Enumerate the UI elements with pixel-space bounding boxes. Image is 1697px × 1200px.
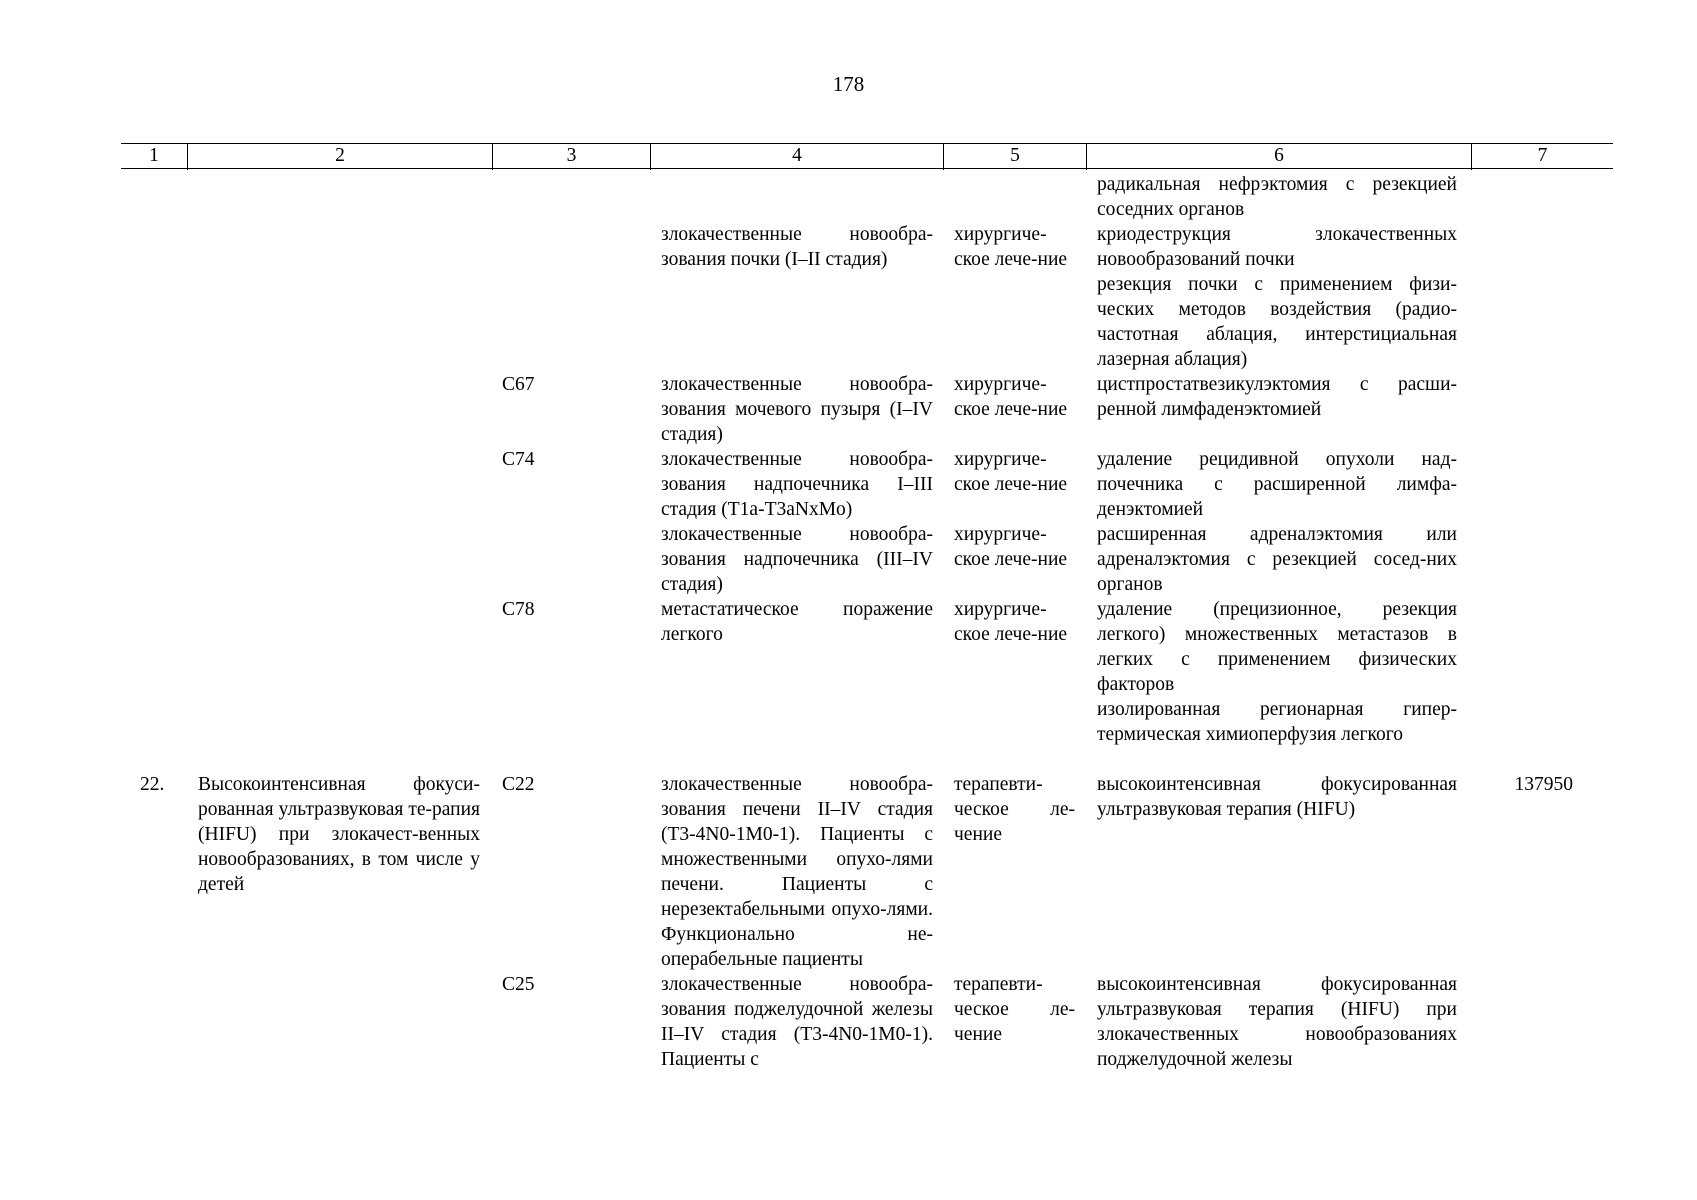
header-cell-7: 7 (1471, 144, 1613, 170)
diagnosis-text: злокачественные новообра-зования мочевого пузыря (I–IV стадия) (661, 374, 933, 445)
header-cell-3: 3 (492, 144, 650, 170)
treatment-type: терапевти-ческое ле-чение (954, 774, 1075, 845)
treatment-method: удаление рецидивной опухоли над-почечника с расширенной лимфа-денэктомией (1097, 449, 1457, 520)
icd-code: C74 (502, 449, 535, 470)
treatment-type: хирургиче-ское лече-ние (954, 599, 1068, 645)
page-number: 178 (832, 72, 865, 96)
diagnosis-text: метастатическое поражение легкого (661, 599, 933, 645)
header-cell-6: 6 (1086, 144, 1471, 170)
treatment-method: высокоинтенсивная фокусированная ультразвуковая терапия (HIFU) (1097, 774, 1457, 820)
diagnosis-text: злокачественные новообра-зования печени II–IV стадия (T3-4N0-1M0-1). Пациенты с множественными опухо-лями печени. Пациенты с нерезектабельными опухо-лями. Функционально не-операбельные пациенты (661, 774, 933, 970)
header-cell-2: 2 (187, 144, 492, 170)
treatment-method: радикальная нефрэктомия с резекцией соседних органов (1097, 174, 1457, 220)
diagnosis-text: злокачественные новообра-зования поджелудочной железы II–IV стадия (T3-4N0-1M0-1). Пациенты с (661, 974, 933, 1070)
care-type-name: Высокоинтенсивная фокуси-рованная ультразвуковая те-рапия (HIFU) при злокачест-венных новообразованиях, в том числе у детей (198, 774, 480, 895)
treatment-method: расширенная адреналэктомия или адреналэктомия с резекцией сосед-них органов (1097, 524, 1457, 595)
icd-code: C25 (502, 974, 535, 995)
treatment-method: криодеструкция злокачественных новообразований почки (1097, 224, 1457, 270)
treatment-type: хирургиче-ское лече-ние (954, 224, 1068, 270)
diagnosis-text: злокачественные новообра-зования надпочечника I–III стадия (T1a-T3aNxMo) (661, 449, 933, 520)
table-header (121, 143, 1613, 169)
diagnosis-text: злокачественные новообра-зования почки (I–II стадия) (661, 224, 933, 270)
header-cell-1: 1 (149, 145, 159, 166)
icd-code: C78 (502, 599, 535, 620)
row-number: 22. (140, 774, 165, 795)
treatment-method: резекция почки с применением физи-ческих методов воздействия (радио-частотная аблация, интерстициальная лазерная аблация) (1097, 274, 1457, 370)
treatment-method: удаление (прецизионное, резекция легкого) множественных метастазов в легких с применением физических факторов (1097, 599, 1457, 695)
treatment-method: цистпростатвезикулэктомия с расши-ренной лимфаденэктомией (1097, 374, 1457, 420)
treatment-method: высокоинтенсивная фокусированная ультразвуковая терапия (HIFU) при злокачественных новообразованиях поджелудочной железы (1097, 974, 1457, 1070)
icd-code: C67 (502, 374, 535, 395)
treatment-method: изолированная регионарная гипер-термическая химиоперфузия легкого (1097, 699, 1457, 745)
treatment-type: хирургиче-ское лече-ние (954, 374, 1068, 420)
icd-code: C22 (502, 774, 535, 795)
treatment-type: хирургиче-ское лече-ние (954, 524, 1068, 570)
header-cell-4: 4 (650, 144, 943, 170)
cost-value: 137950 (1514, 774, 1573, 795)
diagnosis-text: злокачественные новообра-зования надпочечника (III–IV стадия) (661, 524, 933, 595)
header-cell-5: 5 (943, 144, 1086, 170)
treatment-type: терапевти-ческое ле-чение (954, 974, 1075, 1045)
treatment-type: хирургиче-ское лече-ние (954, 449, 1068, 495)
